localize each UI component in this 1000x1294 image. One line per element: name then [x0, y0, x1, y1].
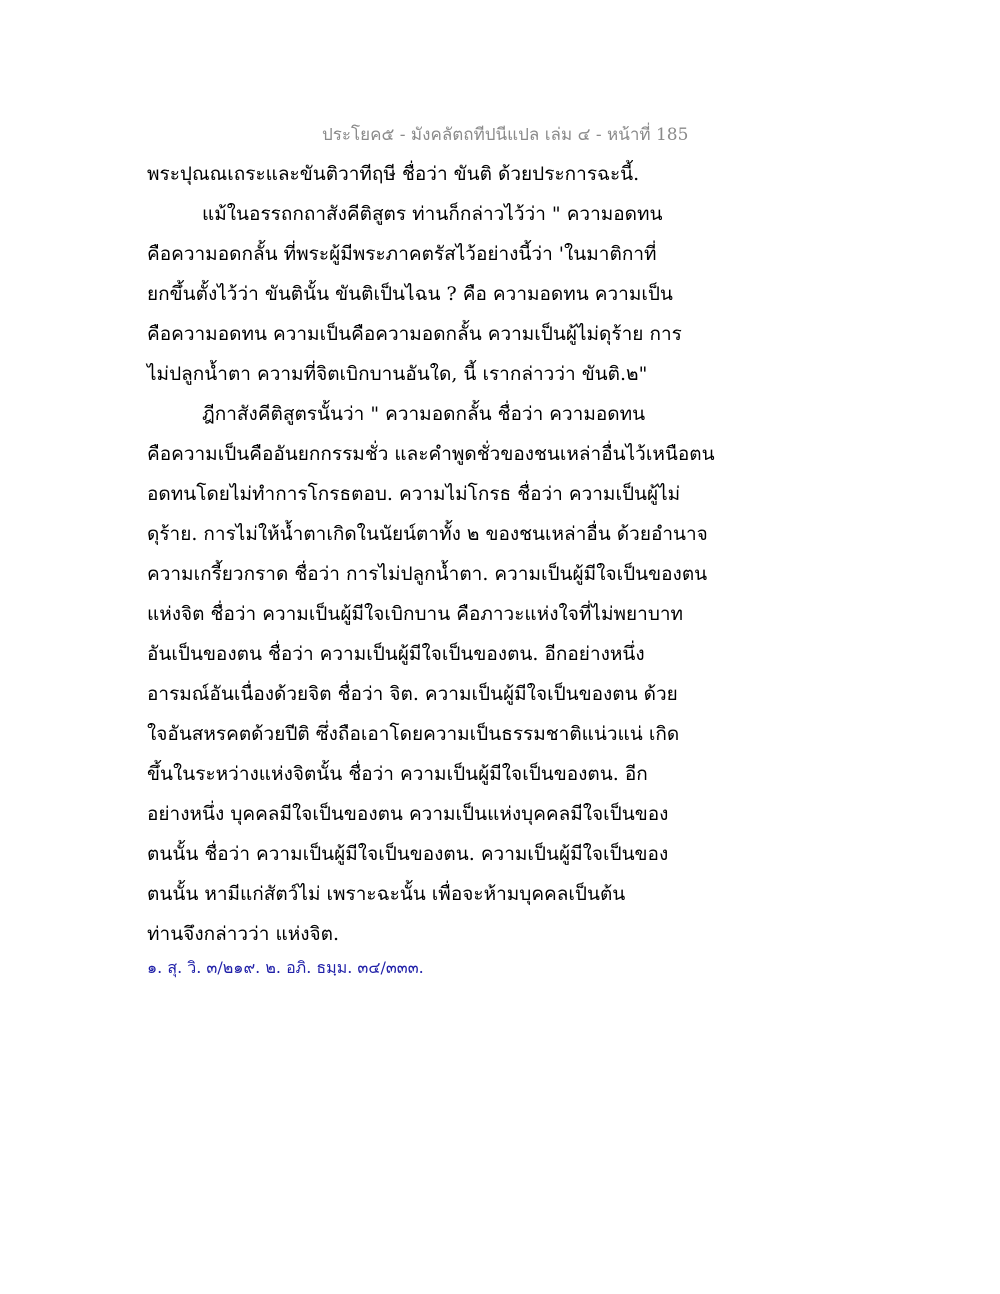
text-line: ขึ้นในระหว่างแห่งจิตนั้น ชื่อว่า ความเป็นผู้มีใจเป็นของตน. อีก [147, 763, 648, 785]
text-line: ตนนั้น ชื่อว่า ความเป็นผู้มีใจเป็นของตน. ความเป็นผู้มีใจเป็นของ [147, 843, 669, 865]
text-line: คือความเป็นคืออันยกกรรมชั่ว และคำพูดชั่วของชนเหล่าอื่นไว้เหนือตน [147, 443, 715, 465]
text-line: ท่านจึงกล่าวว่า แห่งจิต. [147, 923, 340, 945]
text-line: ใจอันสหรคตด้วยปีติ ซึ่งถือเอาโดยความเป็นธรรมชาติแน่วแน่ เกิด [147, 723, 680, 745]
text-line: ฎีกาสังคีติสูตรนั้นว่า " ความอดกลั้น ชื่อว่า ความอดทน [202, 403, 646, 425]
text-line: อารมณ์อันเนื่องด้วยจิต ชื่อว่า จิต. ความเป็นผู้มีใจเป็นของตน ด้วย [147, 683, 678, 705]
text-line: พระปุณณเถระและขันติวาทีฤษี ชื่อว่า ขันติ ด้วยประการฉะนี้. [147, 163, 640, 185]
text-line: ดุร้าย. การไม่ให้น้ำตาเกิดในนัยน์ตาทั้ง ๒ ของชนเหล่าอื่น ด้วยอำนาจ [147, 523, 708, 545]
text-line: คือความอดทน ความเป็นคือความอดกลั้น ความเป็นผู้ไม่ดุร้าย การ [147, 323, 682, 345]
text-line: แห่งจิต ชื่อว่า ความเป็นผู้มีใจเบิกบาน คือภาวะแห่งใจที่ไม่พยาบาท [147, 603, 684, 625]
text-line: ไม่ปลูกน้ำตา ความที่จิตเบิกบานอันใด, นี้ เรากล่าวว่า ขันติ.๒" [147, 363, 648, 385]
text-line: อย่างหนึ่ง บุคคลมีใจเป็นของตน ความเป็นแห่งบุคคลมีใจเป็นของ [147, 803, 669, 825]
text-line: ยกขึ้นตั้งไว้ว่า ขันตินั้น ขันติเป็นไฉน ? คือ ความอดทน ความเป็น [147, 283, 673, 305]
page-header: ประโยค๕ - มังคลัตถทีปนีแปล เล่ม ๔ - หน้าที่ 185 [322, 125, 689, 145]
text-line: อันเป็นของตน ชื่อว่า ความเป็นผู้มีใจเป็นของตน. อีกอย่างหนึ่ง [147, 643, 645, 665]
footnote: ๑. สุ. วิ. ๓/๒๑๙. ๒. อภิ. ธมฺม. ๓๔/๓๓๓. [147, 958, 424, 977]
text-line: แม้ในอรรถกถาสังคีติสูตร ท่านก็กล่าวไว้ว่า " ความอดทน [202, 203, 663, 225]
text-line: คือความอดกลั้น ที่พระผู้มีพระภาคตรัสไว้อย่างนี้ว่า 'ในมาติกาที่ [147, 243, 657, 265]
text-line: อดทนโดยไม่ทำการโกรธตอบ. ความไม่โกรธ ชื่อว่า ความเป็นผู้ไม่ [147, 483, 681, 505]
text-line: ความเกรี้ยวกราด ชื่อว่า การไม่ปลูกน้ำตา. ความเป็นผู้มีใจเป็นของตน [147, 563, 708, 585]
body-text [147, 154, 747, 954]
text-line: ตนนั้น หามีแก่สัตว์ไม่ เพราะฉะนั้น เพื่อจะห้ามบุคคลเป็นต้น [147, 883, 626, 905]
